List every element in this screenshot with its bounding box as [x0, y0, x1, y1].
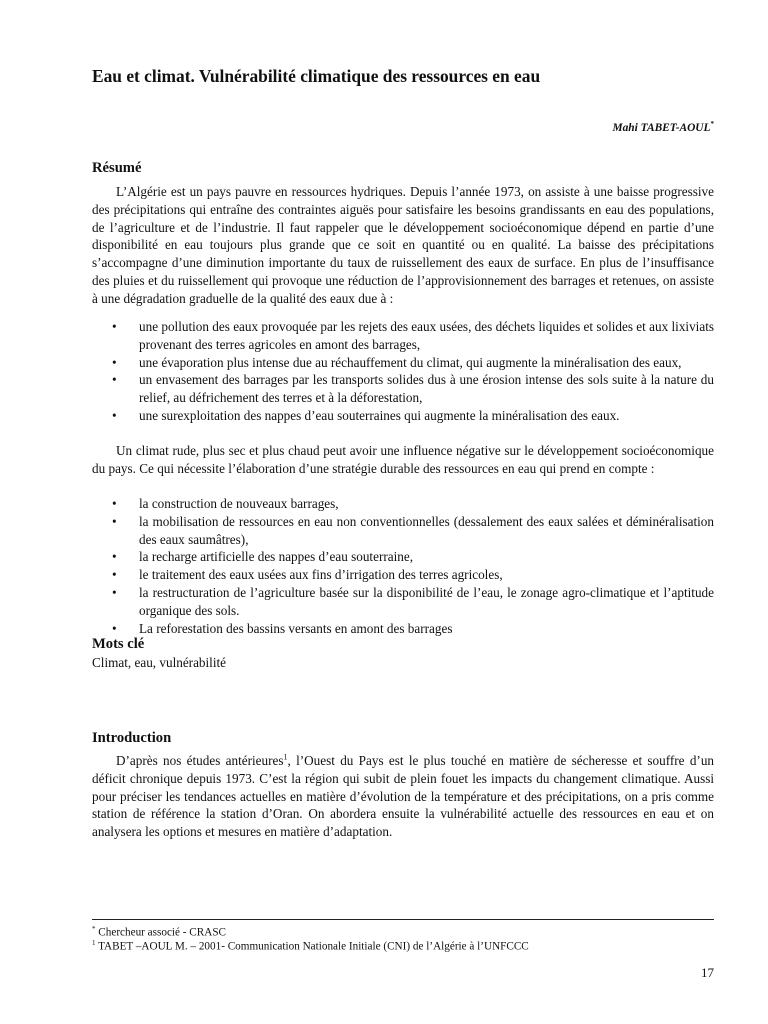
resume-bullet-list-1: [92, 318, 714, 425]
author-name: Mahi TABET-AOUL: [612, 121, 711, 134]
bullet-icon: •: [112, 407, 117, 423]
resume-heading: Résumé: [92, 160, 142, 176]
resume-paragraph-1: L’Algérie est un pays pauvre en ressources hydriques. Depuis l’année 1973, on assiste à une baisse progressive des précipitations qui entraîne des contraintes aiguës pour satisfaire les besoins grandissants en eau des populations, de l’agriculture et de l’industrie. Il faut rappeler que le développement socioéconomique dépend en partie d’une disponibilité en eau toujours plus grande que ce soit en quantité ou en qualité. La baisse des précipitations s’accompagne d’une diminution importante du taux de ruissellement des eaux de surface. En plus de l’insuffisance des pluies et du ruissellement qui provoque une réduction de l’approvisionnement des barrages et retenues, on assiste à une dégradation graduelle de la qualité des eaux due à :: [92, 184, 714, 306]
paper-title: Eau et climat. Vulnérabilité climatique des ressources en eau: [92, 66, 541, 86]
list-item: • un envasement des barrages par les transports solides dus à une érosion intense des sols suite à la nature du relief, au défrichement des terres et à la déforestation,: [112, 372, 714, 406]
bullet-icon: •: [112, 584, 117, 600]
keywords-heading: Mots clé: [92, 636, 145, 652]
footnote-ref: 1: [283, 752, 288, 762]
footnote-2: $^1$ TABET –AOUL M. – 2001- Communication Nationale Initiale (CNI) de l’Algérie à l’UNFCCC: [92, 939, 529, 953]
bullet-icon: •: [112, 549, 117, 565]
keywords-text: Climat, eau, vulnérabilité: [92, 655, 227, 670]
list-item: • une surexploitation des nappes d’eau souterraines qui augmente la minéralisation des eaux.: [112, 407, 620, 423]
bullet-icon: •: [112, 513, 117, 529]
resume-bullet-list-2: [92, 495, 714, 637]
introduction-paragraph: D’après nos études antérieures$^1$, l’Ouest du Pays est le plus touché en matière de sécheresse et souffre d’un déficit chronique depuis 1973. C’est la région qui subit de plein fouet les impacts du changement climatique. Aussi pour préciser les tendances actuelles en matière d’évolution de la température et des précipitations, on a pris comme station de référence la station d’Oran. On abordera ensuite la vulnérabilité actuelle des ressources en eau et on analysera les options et mesures en matière d’adaptation.: [92, 752, 715, 840]
list-item: • le traitement des eaux usées aux fins d’irrigation des terres agricoles,: [112, 567, 503, 583]
resume-paragraph-2: Un climat rude, plus sec et plus chaud peut avoir une influence négative sur le développement socioéconomique du pays. Ce qui nécessite l’élaboration d’une stratégie durable des ressources en eau qui prend en compte :: [92, 443, 714, 476]
bullet-icon: •: [112, 567, 117, 583]
bullet-icon: •: [112, 354, 117, 370]
list-item: • la recharge artificielle des nappes d’eau souterraine,: [112, 549, 413, 565]
bullet-icon: •: [112, 620, 117, 636]
footnote-divider: [92, 919, 714, 920]
bullet-icon: •: [112, 496, 117, 511]
list-item: • une pollution des eaux provoquée par les rejets des eaux usées, des déchets liquides et solides et aux lixiviats provenant des terres agricoles en amont des barrages,: [112, 319, 714, 352]
list-item: • une évaporation plus intense due au réchauffement du climat, qui augmente la minéralisation des eaux,: [112, 354, 682, 370]
list-item: • La reforestation des bassins versants en amont des barrages: [112, 620, 453, 636]
list-item: • la construction de nouveaux barrages,: [112, 496, 339, 511]
footnote-1: * Chercheur associé - CRASC: [92, 925, 226, 939]
page-number: 17: [701, 965, 714, 980]
author-line: [612, 120, 714, 134]
list-item: • la restructuration de l’agriculture basée sur la disponibilité de l’eau, le zonage agro-climatique et l’aptitude organique des sols.: [112, 584, 714, 618]
author-footnote-mark: *: [710, 120, 714, 128]
bullet-icon: •: [112, 372, 117, 388]
list-item: • la mobilisation de ressources en eau non conventionnelles (dessalement des eaux salées et déminéralisation des eaux saumâtres),: [112, 513, 714, 547]
bullet-icon: •: [112, 319, 117, 334]
introduction-heading: Introduction: [92, 730, 172, 746]
